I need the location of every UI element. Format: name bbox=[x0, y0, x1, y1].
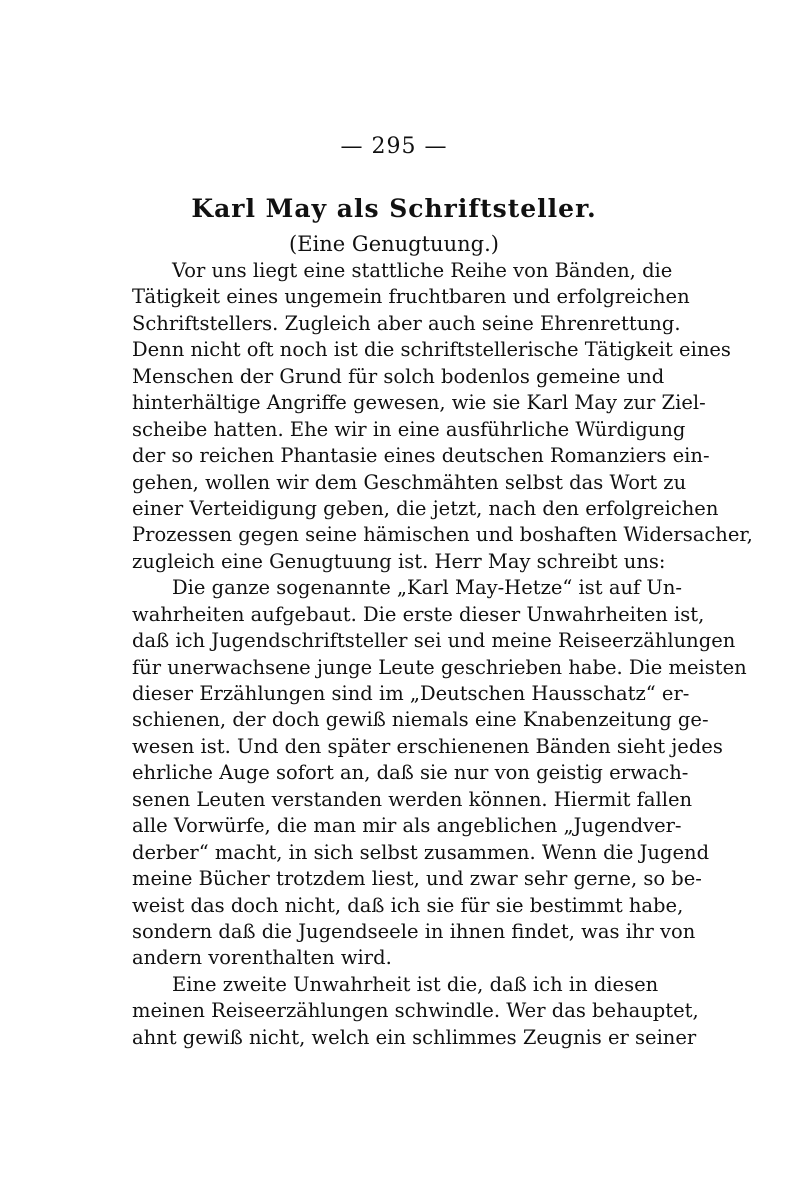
text-line: Prozessen gegen seine hämischen und boshaften Widersacher, bbox=[132, 523, 753, 547]
text-line: einer Verteidigung geben, die jetzt, nach den erfolgreichen bbox=[132, 496, 719, 520]
text-line: Tätigkeit eines ungemein fruchtbaren und erfolgreichen bbox=[132, 285, 690, 309]
text-line: schienen, der doch gewiß niemals eine Knabenzeitung ge- bbox=[132, 708, 709, 732]
text-line: meine Bücher trotzdem liest, und zwar sehr gerne, so be- bbox=[132, 867, 702, 891]
text-line: andern vorenthalten wird. bbox=[132, 946, 392, 970]
text-line: Schriftstellers. Zugleich aber auch seine Ehrenrettung. bbox=[132, 311, 681, 335]
text-line: dieser Erzählungen sind im „Deutschen Hausschatz“ er- bbox=[132, 682, 690, 705]
text-line: für unerwachsene junge Leute geschrieben habe. Die meisten bbox=[132, 655, 747, 679]
article-title: Karl May als Schriftsteller. bbox=[191, 194, 597, 223]
text-line: zugleich eine Genugtuung ist. Herr May schreibt uns: bbox=[132, 549, 666, 573]
article-subtitle: (Eine Genugtuung.) bbox=[289, 232, 499, 256]
text-line: derber“ macht, in sich selbst zusammen. Wenn die Jugend bbox=[132, 840, 710, 864]
text-line: scheibe hatten. Ehe wir in eine ausführliche Würdigung bbox=[132, 417, 686, 441]
text-line: wahrheiten aufgebaut. Die erste dieser Unwahrheiten ist, bbox=[132, 602, 705, 626]
text-line: weist das doch nicht, daß ich sie für sie bestimmt habe, bbox=[132, 893, 684, 917]
text-line: Denn nicht oft noch ist die schriftstellerische Tätigkeit eines bbox=[132, 338, 731, 362]
text-line: daß ich Jugendschriftsteller sei und meine Reiseerzählungen bbox=[132, 629, 736, 653]
text-line: senen Leuten verstanden werden können. Hiermit fallen bbox=[132, 787, 693, 811]
text-line: sondern daß die Jugendseele in ihnen findet, was ihr von bbox=[132, 919, 696, 943]
text-line: ehrliche Auge sofort an, daß sie nur von geistig erwach- bbox=[132, 761, 689, 785]
article-body bbox=[132, 258, 753, 1051]
page-number: — 295 — bbox=[340, 134, 448, 159]
text-line: gehen, wollen wir dem Geschmähten selbst das Wort zu bbox=[132, 470, 687, 494]
text-line: Menschen der Grund für solch bodenlos gemeine und bbox=[132, 364, 665, 388]
text-line: alle Vorwürfe, die man mir als angeblichen „Jugendver- bbox=[132, 814, 682, 838]
text-line: Vor uns liegt eine stattliche Reihe von Bänden, die bbox=[172, 259, 673, 282]
text-line: ahnt gewiß nicht, welch ein schlimmes Zeugnis er seiner bbox=[132, 1025, 697, 1049]
text-line: hinterhältige Angriffe gewesen, wie sie Karl May zur Ziel- bbox=[132, 391, 706, 415]
text-line: wesen ist. Und den später erschienenen Bänden sieht jedes bbox=[132, 734, 723, 758]
text-line: Eine zweite Unwahrheit ist die, daß ich in diesen bbox=[172, 972, 659, 996]
text-line: meinen Reiseerzählungen schwindle. Wer das behauptet, bbox=[132, 999, 699, 1023]
text-line: Die ganze sogenannte „Karl May-Hetze“ ist auf Un- bbox=[172, 576, 683, 600]
text-line: der so reichen Phantasie eines deutschen Romanziers ein- bbox=[132, 444, 710, 468]
